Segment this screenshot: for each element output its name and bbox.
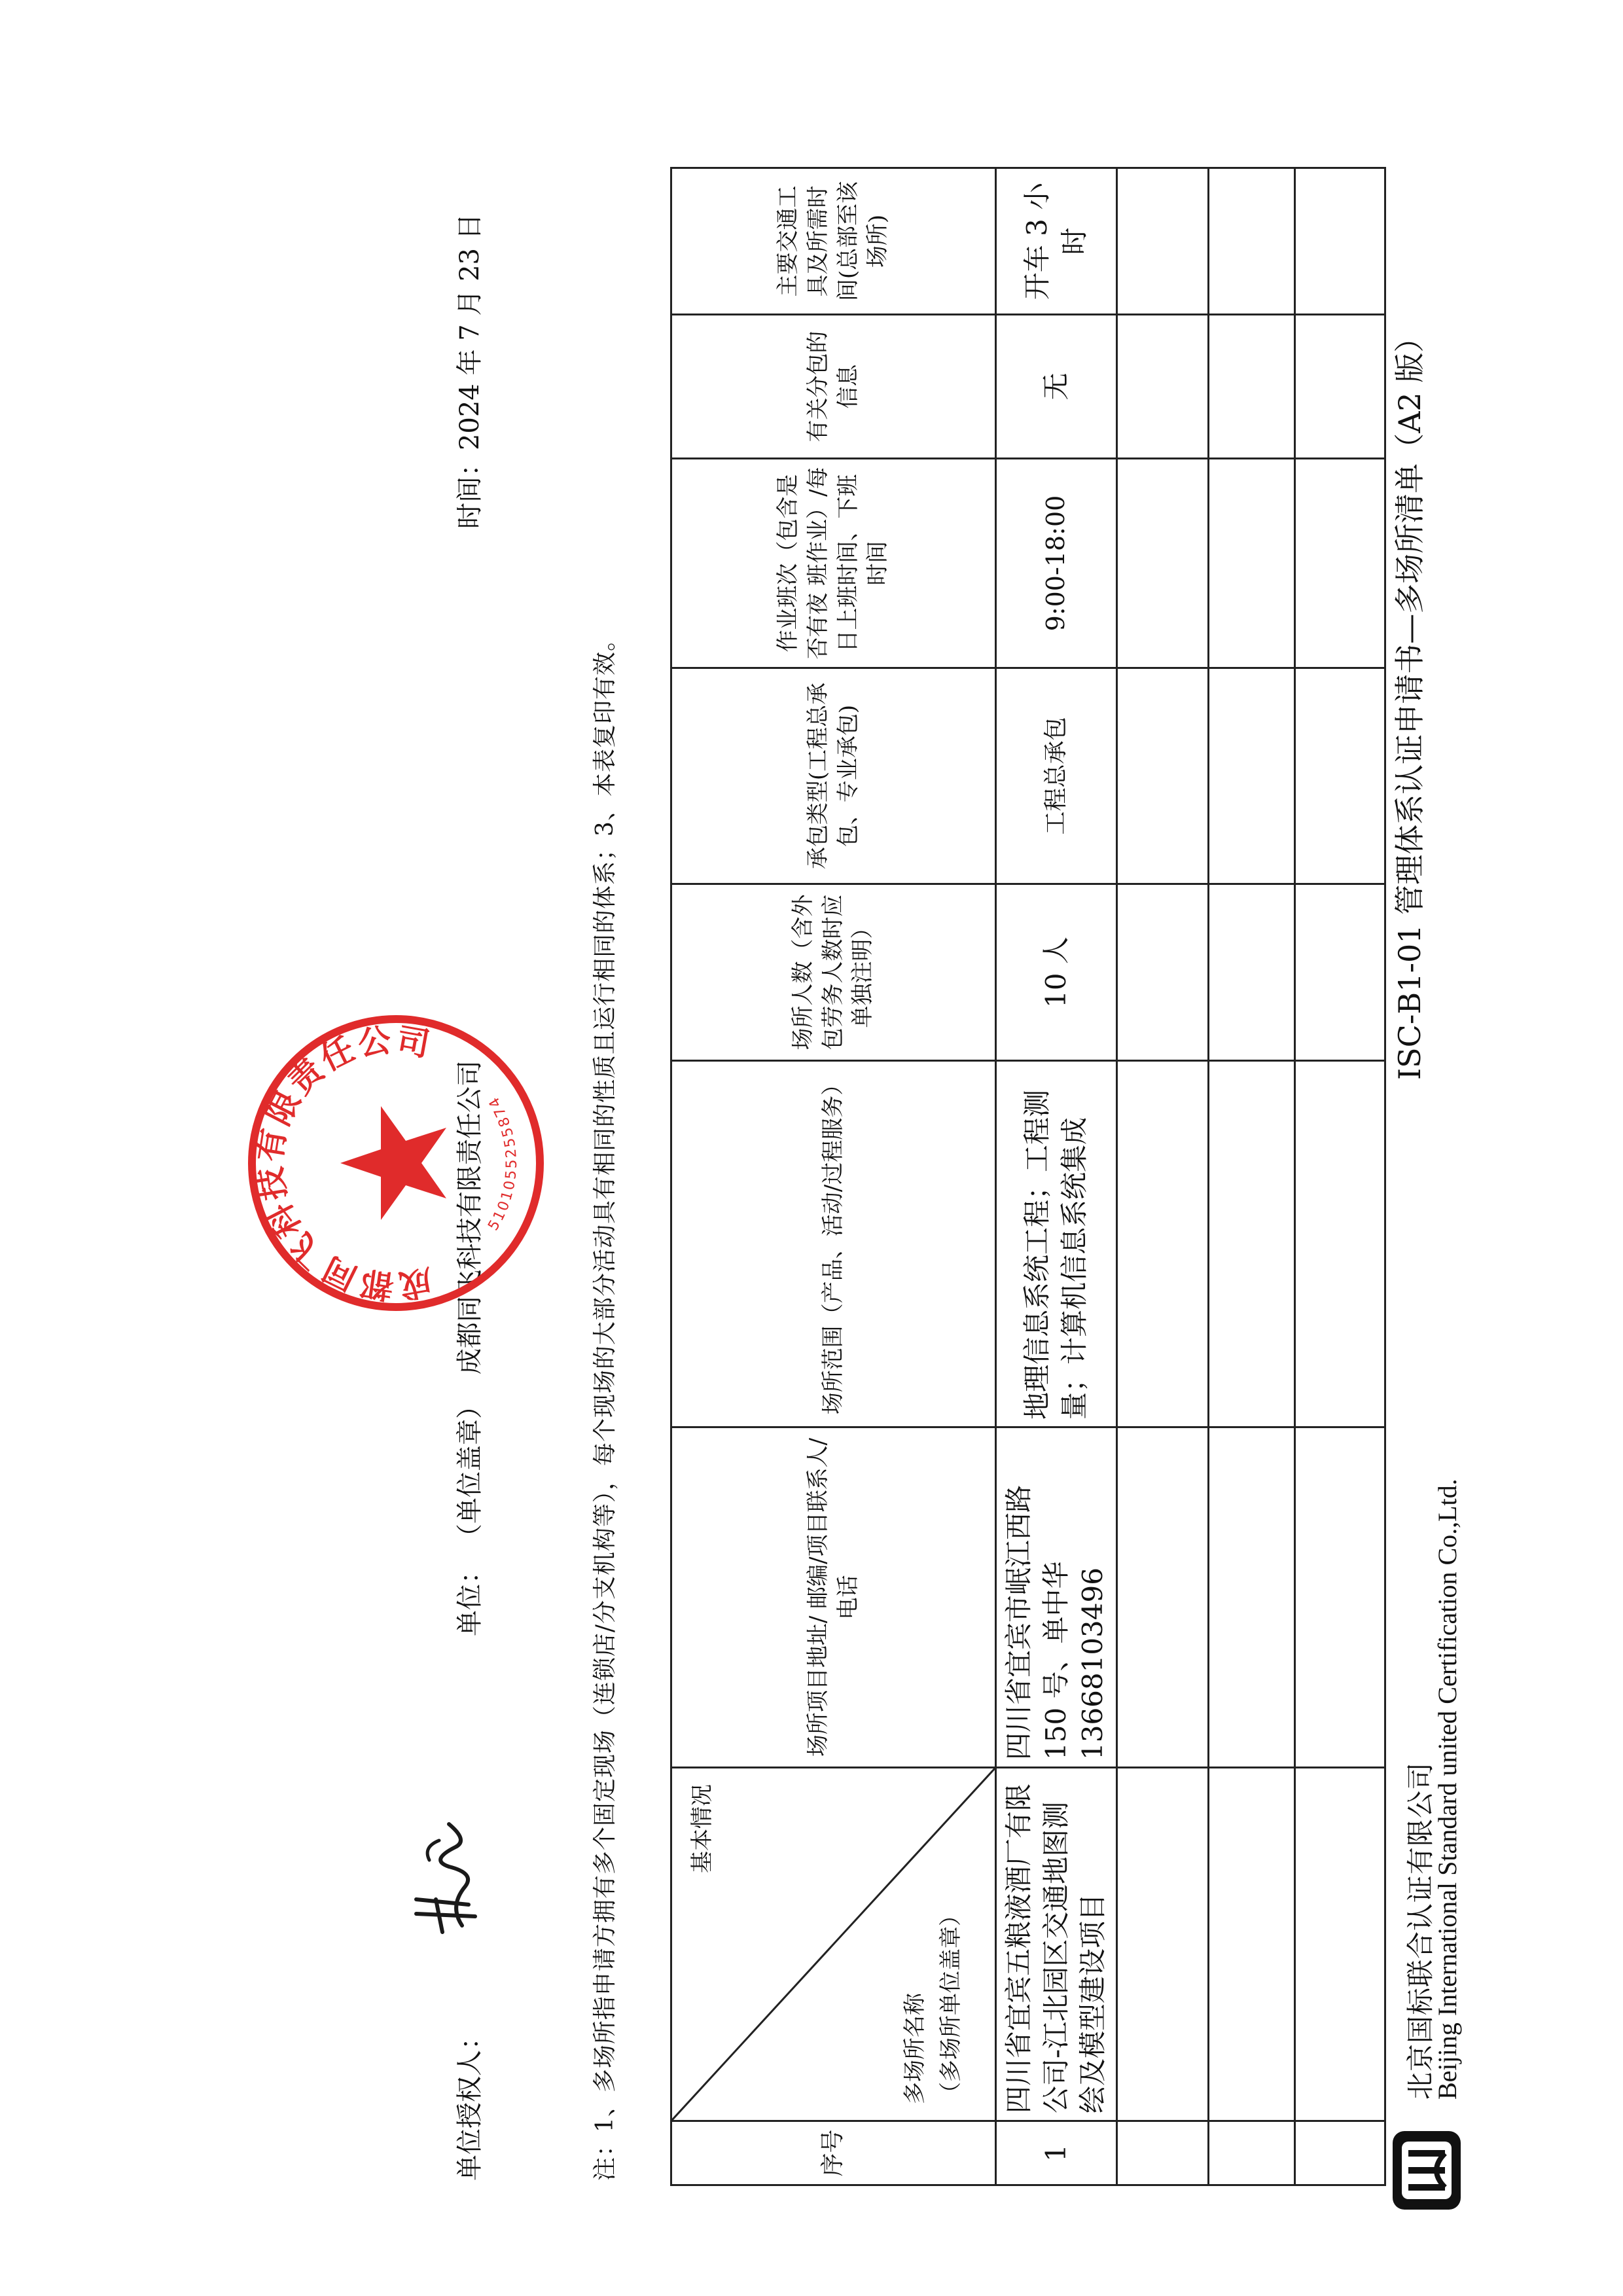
header-basic-info: 基本情况 xyxy=(689,1784,715,1873)
table-row xyxy=(996,168,1117,2185)
header-site-name-block xyxy=(897,1904,969,2104)
cell-scope: 地理信息系统工程；工程测量；计算机信息系统集成 xyxy=(996,1061,1117,1427)
header-transport: 主要交通工具及所需时间(总部至该场所) xyxy=(671,168,996,315)
header-site-seal: （多场所单位盖章） xyxy=(937,1904,964,2104)
unit-name: 成都同飞科技有限责任公司 xyxy=(455,1060,485,1374)
seal-text: 成都同飞科技有限责任公司 xyxy=(250,1020,435,1306)
header-diagonal-cell xyxy=(671,1768,996,2121)
header-shift: 作业班次（包含是否有夜 班作业）/每日上班时间、下班时间 xyxy=(671,459,996,668)
signature-icon xyxy=(403,1814,488,1945)
header-site-name: 多场所名称 xyxy=(902,1993,929,2104)
cell-people: 10 人 xyxy=(996,884,1117,1061)
cell-site-name: 四川省宜宾五粮液酒厂有限公司-江北园区交通地图测绘及模型建设项目 xyxy=(996,1768,1117,2121)
header-address: 场所项目地址/ 邮编/项目联系人/电话 xyxy=(671,1427,996,1768)
table-row-empty xyxy=(1295,168,1385,2185)
cell-shift: 9:00-18:00 xyxy=(996,459,1117,668)
cell-subcontract: 无 xyxy=(996,315,1117,459)
unit-label: 单位： xyxy=(455,1558,485,1636)
authorized-person-label: 单位授权人： xyxy=(455,2024,485,2181)
company-seal-icon xyxy=(242,1009,550,1317)
seal-number: 5101055255874 xyxy=(485,1092,520,1234)
cell-seq: 1 xyxy=(996,2121,1117,2185)
header-seq: 序号 xyxy=(671,2121,996,2185)
sign-date: 时间：2024 年 7 月 23 日 xyxy=(455,213,485,529)
site-list-table xyxy=(670,167,1386,2186)
cell-contract-type: 工程总承包 xyxy=(996,668,1117,884)
company-name-en: Beijing International Standard united Certification Co.,Ltd. xyxy=(1433,1479,1462,2100)
table-row-empty xyxy=(1117,168,1209,2185)
document-title: ISC-B1-01 管理体系认证申请书—多场所清单（A2 版） xyxy=(1392,322,1427,1080)
unit-seal-label: （单位盖章） xyxy=(455,1393,485,1550)
isc-logo-icon xyxy=(1389,2127,1465,2214)
header-contract-type: 承包类型(工程总承包、专业承包) xyxy=(671,668,996,884)
table-header-row xyxy=(671,168,996,2185)
company-name-cn: 北京国标联合认证有限公司 xyxy=(1404,1761,1436,2100)
header-scope: 场所范围（产品、活动/过程服务） xyxy=(671,1061,996,1427)
footer-note: 注：1、多场所指申请方拥有多个固定现场（连锁店/分支机构等），每个现场的大部分活动具有相同的性质且运行相同的体系；3、本表复印有效。 xyxy=(592,627,618,2181)
svg-text:5101055255874 xyxy=(485,1092,520,1233)
header-subcontract: 有关分包的信息 xyxy=(671,315,996,459)
table-row-empty xyxy=(1209,168,1295,2185)
cell-address: 四川省宜宾市岷江西路 150 号、单中华 13668103496 xyxy=(996,1427,1117,1768)
header-people: 场所人数（含外包劳务人数时应单独注明） xyxy=(671,884,996,1061)
cell-transport: 开车 3 小时 xyxy=(996,168,1117,315)
